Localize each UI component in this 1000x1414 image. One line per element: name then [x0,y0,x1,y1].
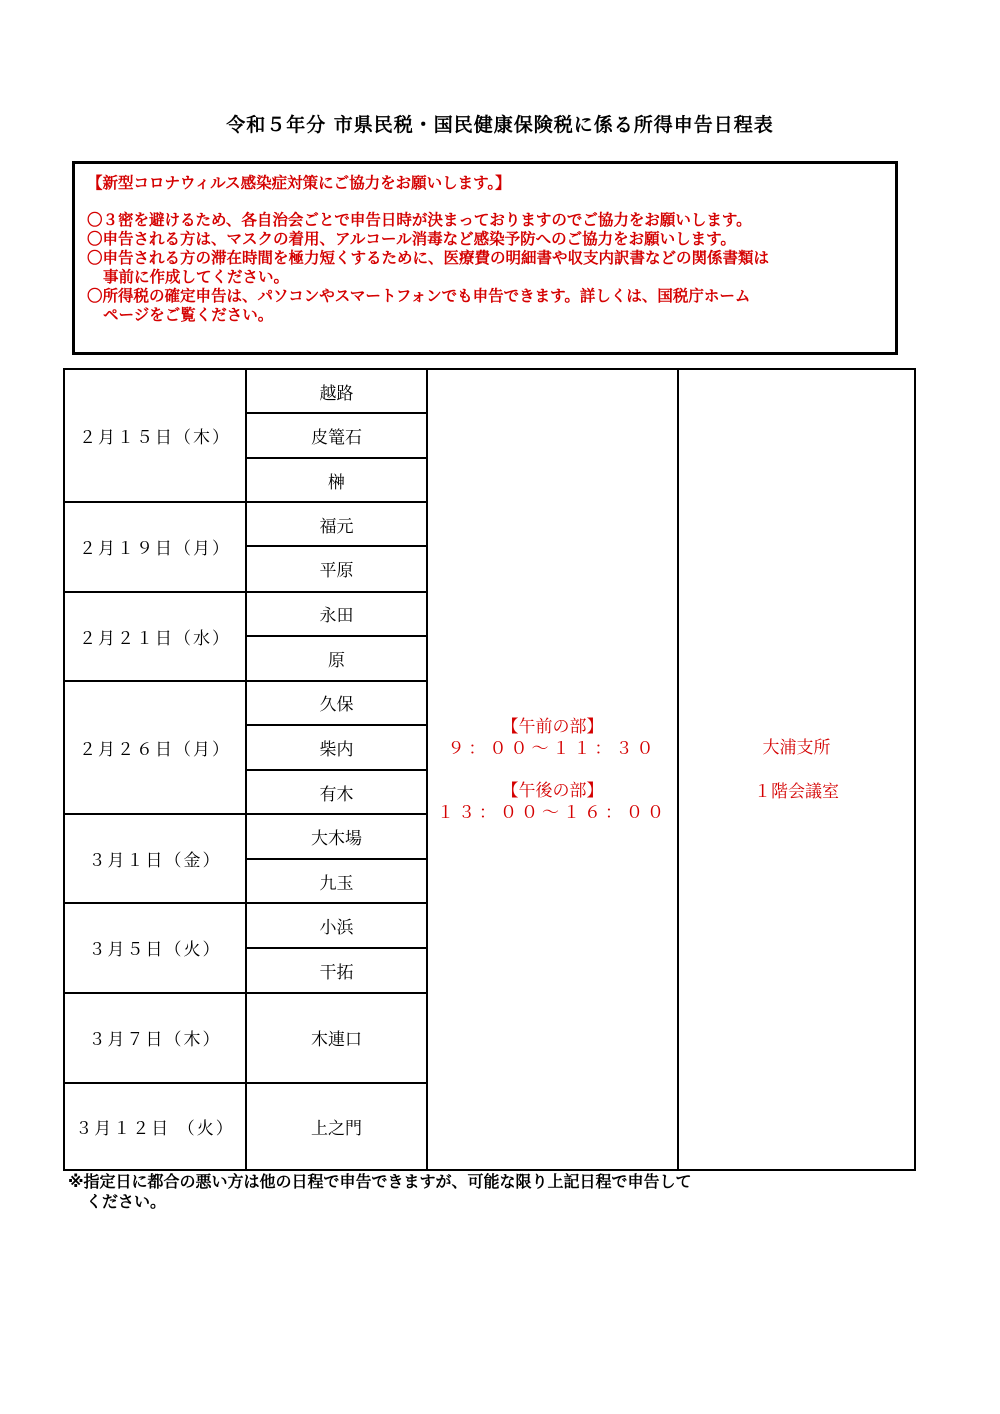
area-cell: 干拓 [246,948,427,992]
area-cell: 榊 [246,458,427,502]
am-time: ９：００～１１：３０ [447,738,658,759]
footnote-line-cont: ください。 [86,1192,167,1211]
area-cell: 福元 [246,502,427,546]
date-cell: ３月７日（木） [64,993,246,1083]
date-cell: ２月１５日（木） [64,369,246,502]
notice-item [87,211,885,230]
notice-item-line: 〇所得税の確定申告は、パソコンやスマートフォンでも申告できます。詳しくは、国税庁ホーム [87,287,751,305]
notice-item-line: 〇申告される方は、マスクの着用、アルコール消毒など感染予防へのご協力をお願いします。 [87,230,736,248]
notice-box [72,161,898,355]
time-cell [427,369,678,1170]
area-cell: 木連口 [246,993,427,1083]
area-cell: 大木場 [246,814,427,859]
notice-item-line: 〇３密を避けるため、各自治会ごとで申告日時が決まっておりますのでご協力をお願いします。 [87,211,752,229]
area-cell: 有木 [246,770,427,814]
notice-item [87,230,885,249]
area-cell: 越路 [246,369,427,413]
pm-label: 【午後の部】 [501,780,604,801]
area-cell: 小浜 [246,903,427,948]
area-cell: 永田 [246,592,427,636]
area-cell: 皮篭石 [246,413,427,458]
area-cell: 平原 [246,546,427,591]
footnote-line: ※指定日に都合の悪い方は他の日程で申告できますが、可能な限り上記日程で申告して [68,1172,692,1191]
area-cell: 柴内 [246,725,427,770]
schedule-table [63,368,916,1171]
place-room: １階会議室 [754,781,839,802]
am-label: 【午前の部】 [501,716,604,737]
area-cell: 上之門 [246,1083,427,1170]
date-cell: ２月１９日（月） [64,502,246,591]
area-cell: 原 [246,636,427,681]
notice-item [87,249,885,287]
date-cell: ３月１日（金） [64,814,246,903]
footnote [68,1172,868,1212]
date-cell: ３月１２日 （火） [64,1083,246,1170]
date-cell: ２月２６日（月） [64,681,246,814]
date-cell: ３月５日（火） [64,903,246,992]
notice-item [87,287,885,325]
area-cell: 九玉 [246,859,427,903]
date-cell: ２月２１日（水） [64,592,246,681]
area-cell: 久保 [246,681,427,725]
notice-item-line-cont: 事前に作成してください。 [103,268,290,286]
notice-heading: 【新型コロナウィルス感染症対策にご協力をお願いします。】 [87,174,511,192]
pm-time: １３：００～１６：００ [437,802,668,823]
notice-item-line: 〇申告される方の滞在時間を極力短くするために、医療費の明細書や収支内訳書などの関係書類は [87,249,770,267]
page-title: 令和５年分 市県民税・国民健康保険税に係る所得申告日程表 [226,114,774,136]
place-name: 大浦支所 [762,737,831,758]
place-cell [678,369,915,1170]
notice-item-line-cont: ページをご覧ください。 [103,306,274,324]
